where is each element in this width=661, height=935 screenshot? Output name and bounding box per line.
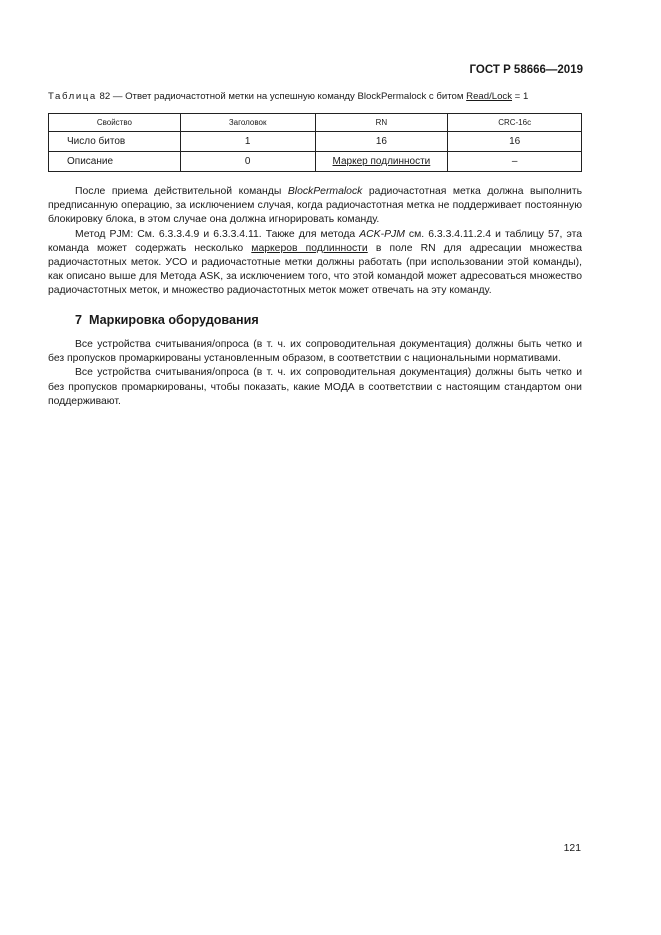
- section-text: [48, 338, 582, 409]
- column-header: Свойство: [49, 114, 181, 132]
- section-heading: [75, 313, 259, 327]
- table-cell: Описание: [49, 152, 181, 172]
- column-header: Заголовок: [180, 114, 315, 132]
- table-cell: Число битов: [49, 132, 181, 152]
- section-number: 7: [75, 313, 83, 327]
- table-header-row: [49, 114, 582, 132]
- text-run: Метод PJM: См. 6.3.3.4.9 и 6.3.3.4.11. Также для метода: [75, 228, 360, 240]
- table-cell: –: [448, 152, 582, 172]
- command-name: BlockPermalock: [287, 186, 363, 197]
- auth-marker-term: Маркер подлинности: [332, 156, 431, 167]
- table-caption-number: 82: [99, 91, 111, 102]
- table-caption-text: — Ответ радиочастотной метки на успешную команду BlockPermalock с битом: [110, 91, 467, 102]
- table-cell: [315, 152, 448, 172]
- method-name: ACK-PJM: [359, 228, 405, 240]
- page-number: 121: [563, 843, 581, 854]
- column-header: CRC-16с: [448, 114, 582, 132]
- section-title: Маркировка оборудования: [89, 313, 259, 327]
- table-row: [49, 132, 582, 152]
- text-run: в поле RN для адресации множества радиочастотных меток. УСО и радиочастотные метки должны работать (при использовании этой команды), как описано выше для Метода ASK, за исключением того, что этой командой может адресоваться множество радиочастотных меток, и множество радиочастотных меток может отвечать на эту команду.: [48, 242, 582, 297]
- paragraph: Все устройства считывания/опроса (в т. ч. их сопроводительная документация) должны быть четко и без пропусков промаркированы, чтобы показать, какие МОДА в соответствии с настоящим стандартом они поддерживают.: [48, 367, 582, 407]
- table-caption-label: Таблица: [48, 91, 97, 102]
- text-run: радиочастотная метка должна выполнить предписанную операцию, за исключением случая, когда радиочастотная метка не поддерживает постоянную блокировку блока, в этом случае она должна игнорировать команду.: [48, 186, 582, 226]
- table-row: [49, 152, 582, 172]
- paragraph: [48, 228, 582, 299]
- table-cell: 16: [315, 132, 448, 152]
- column-header: RN: [315, 114, 448, 132]
- paragraph: [48, 185, 582, 228]
- table-cell: 16: [448, 132, 582, 152]
- text-run: см. 6.3.3.4.11.2.4 и таблицу 57, эта команда может содержать несколько: [48, 228, 582, 254]
- table-caption: [48, 91, 528, 102]
- body-text: [48, 185, 582, 299]
- data-table: [48, 113, 582, 172]
- text-run: После приема действительной команды: [75, 186, 288, 197]
- table-cell: 0: [180, 152, 315, 172]
- table-cell: 1: [180, 132, 315, 152]
- document-header: ГОСТ Р 58666—2019: [469, 64, 583, 76]
- table-caption-link: Read/Lock: [466, 91, 513, 102]
- paragraph: Все устройства считывания/опроса (в т. ч. их сопроводительная документация) должны быть четко и без пропусков промаркированы установленным образом, в соответствии с национальными нормативами.: [48, 339, 582, 365]
- table-caption-tail: = 1: [512, 91, 529, 102]
- auth-markers-term: маркеров подлинности: [251, 242, 368, 254]
